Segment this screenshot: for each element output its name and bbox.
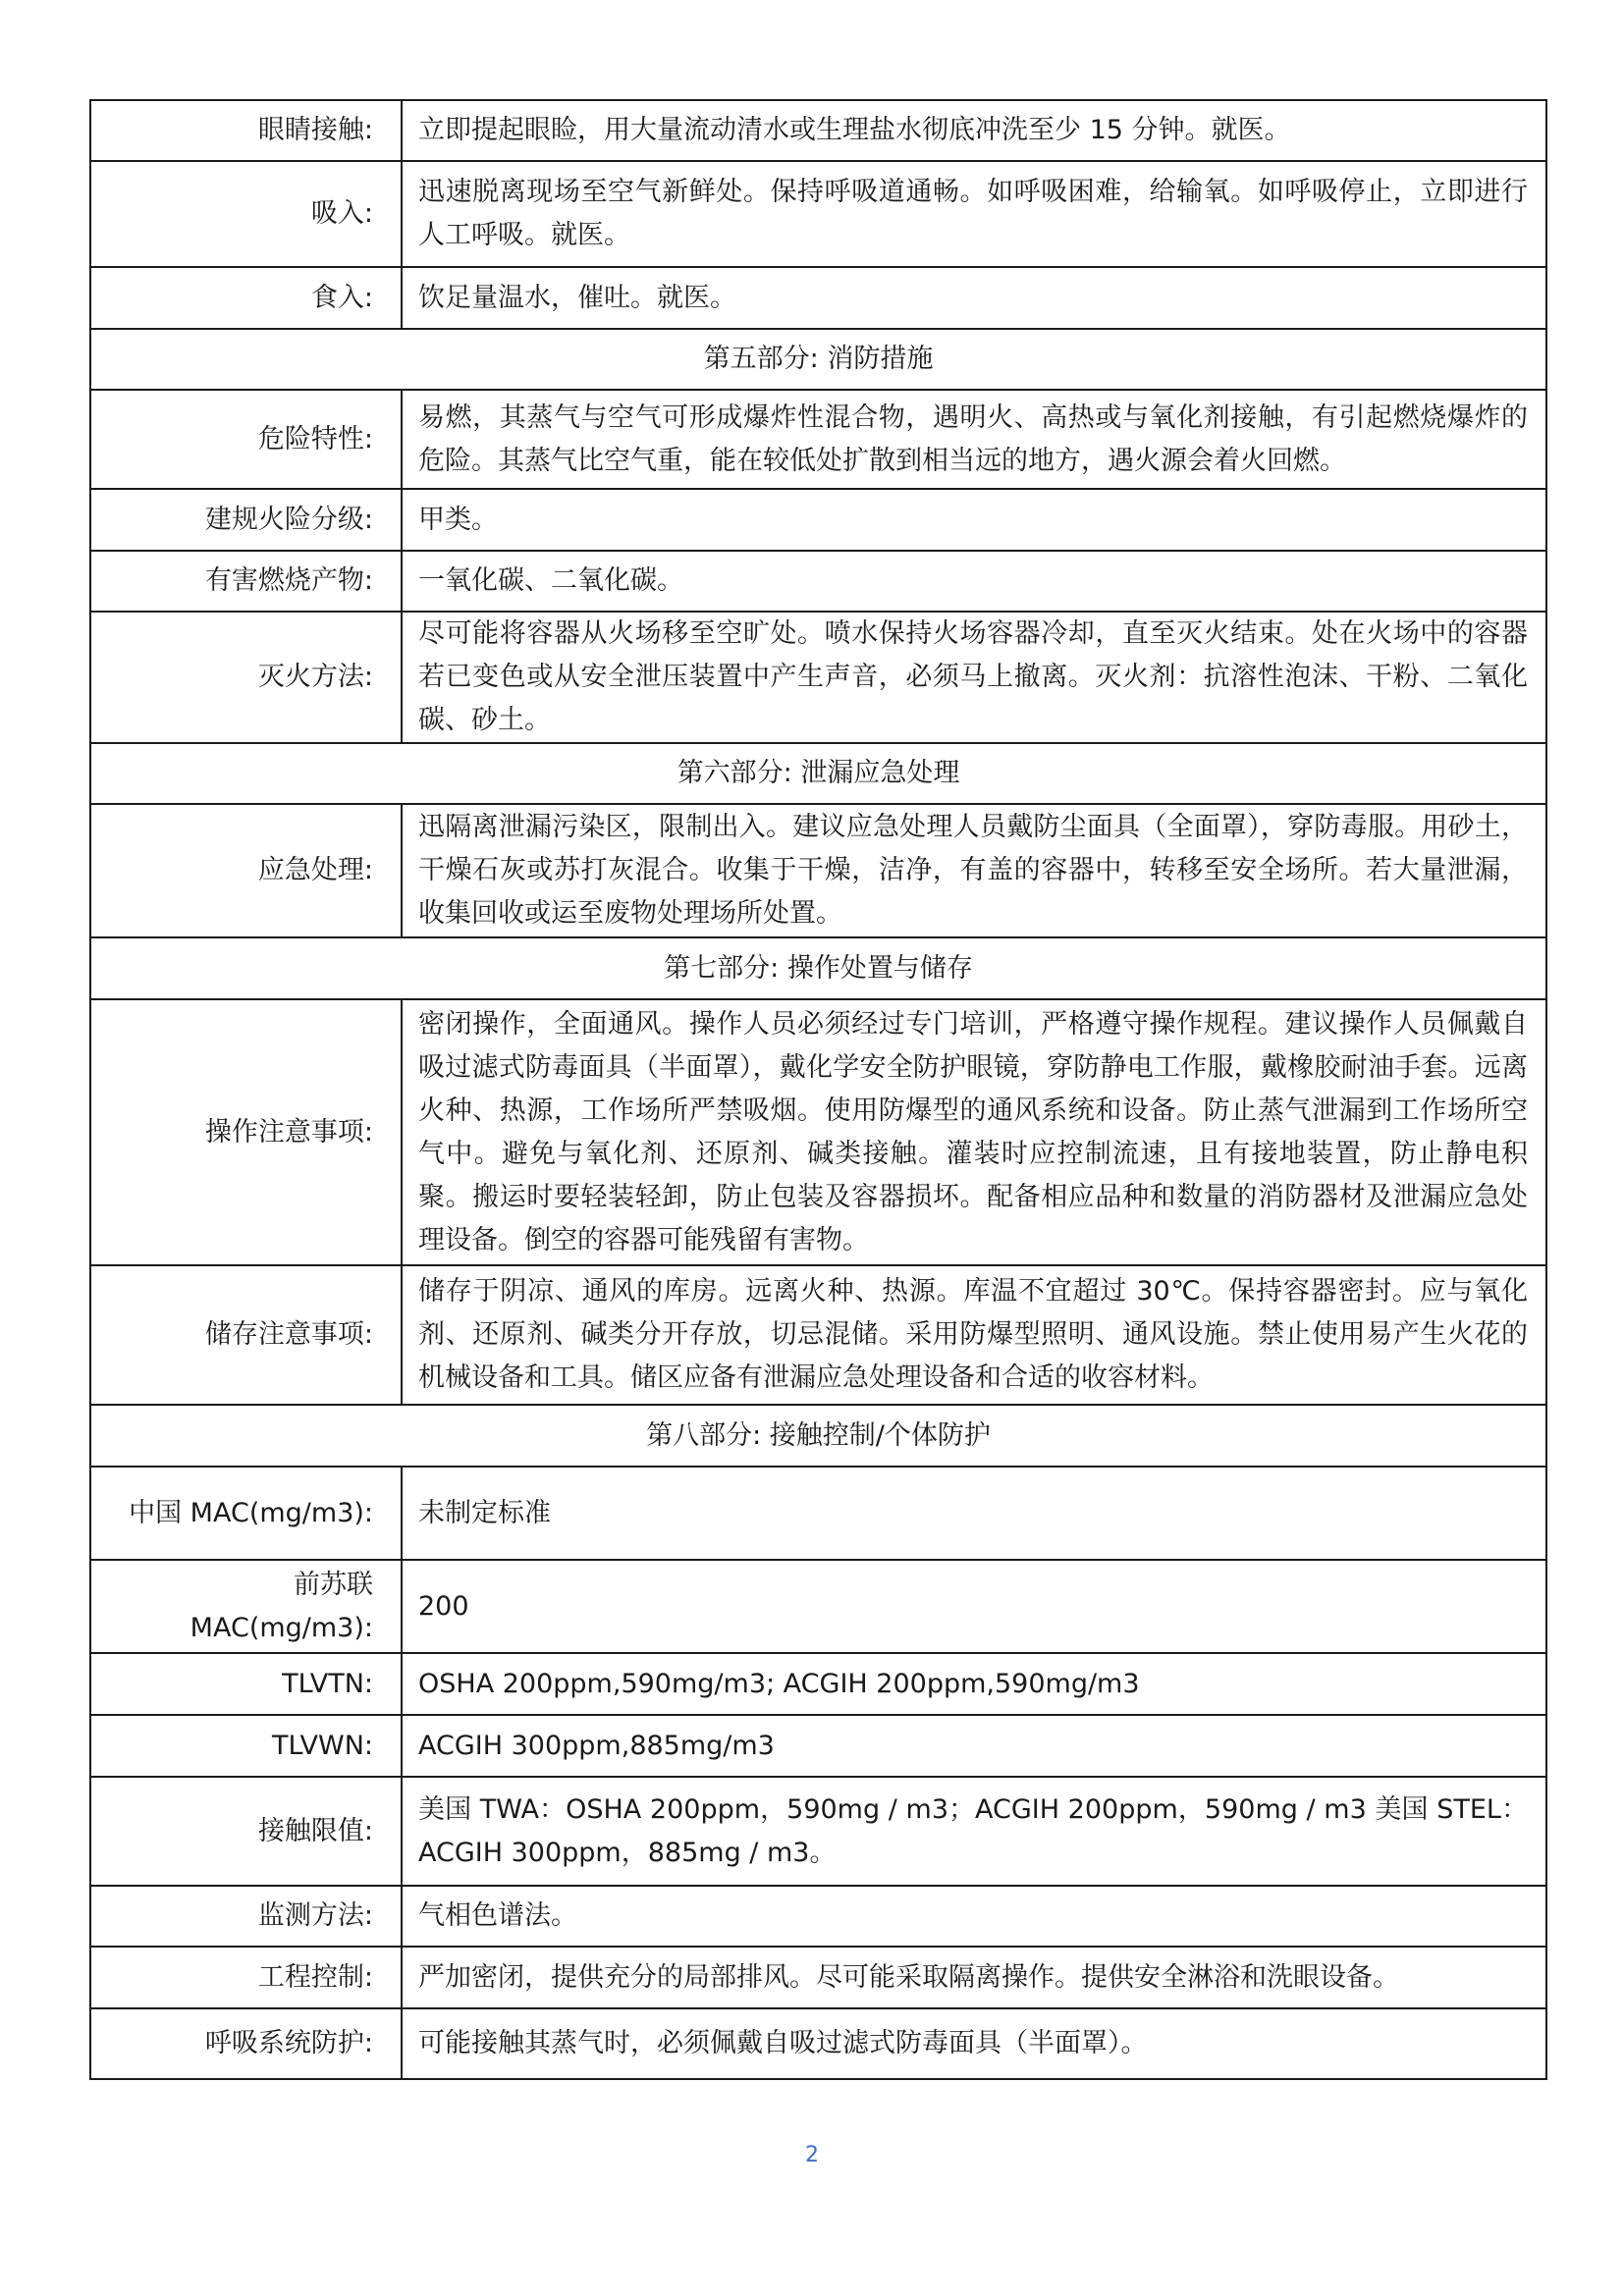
field-label: TLVWN:	[90, 1715, 402, 1777]
table-row	[90, 612, 1546, 743]
field-value: 密闭操作，全面通风。操作人员必须经过专门培训，严格遵守操作规程。建议操作人员佩戴自吸过滤式防毒面具（半面罩），戴化学安全防护眼镜，穿防静电工作服，戴橡胶耐油手套。远离火种、热源，工作场所严禁吸烟。使用防爆型的通风系统和设备。防止蒸气泄漏到工作场所空气中。避免与氧化剂、还原剂、碱类接触。灌装时应控制流速，且有接地装置，防止静电积聚。搬运时要轻装轻卸，防止包装及容器损坏。配备相应品种和数量的消防器材及泄漏应急处理设备。倒空的容器可能残留有害物。	[402, 999, 1546, 1265]
table-row	[90, 1653, 1546, 1715]
table-row	[90, 804, 1546, 937]
table-row	[90, 489, 1546, 551]
field-value: 气相色谱法。	[402, 1886, 1546, 1947]
section-title: 第五部分: 消防措施	[90, 329, 1546, 390]
page-number: 2	[805, 2143, 819, 2167]
field-value: 储存于阴凉、通风的库房。远离火种、热源。库温不宜超过 30℃。保持容器密封。应与氧化剂、还原剂、碱类分开存放，切忌混储。采用防爆型照明、通风设施。禁止使用易产生火花的机械设备和工具。储区应备有泄漏应急处理设备和合适的收容材料。	[402, 1265, 1546, 1405]
field-value: 严加密闭，提供充分的局部排风。尽可能采取隔离操作。提供安全淋浴和洗眼设备。	[402, 1947, 1546, 2008]
field-value: 美国 TWA：OSHA 200ppm，590mg / m3；ACGIH 200ppm，590mg / m3 美国 STEL：ACGIH 300ppm，885mg / m3。	[402, 1777, 1546, 1886]
field-value: 甲类。	[402, 489, 1546, 551]
section-title: 第六部分: 泄漏应急处理	[90, 743, 1546, 804]
field-label: 中国 MAC(mg/m3):	[90, 1467, 402, 1560]
field-label: 有害燃烧产物:	[90, 551, 402, 612]
table-row	[90, 2008, 1546, 2079]
table-row	[90, 161, 1546, 267]
field-value: 易燃，其蒸气与空气可形成爆炸性混合物，遇明火、高热或与氧化剂接触，有引起燃烧爆炸的危险。其蒸气比空气重，能在较低处扩散到相当远的地方，遇火源会着火回燃。	[402, 390, 1546, 489]
section-title: 第八部分: 接触控制/个体防护	[90, 1405, 1546, 1467]
table-row	[90, 1947, 1546, 2008]
table-row	[90, 390, 1546, 489]
field-label: 操作注意事项:	[90, 999, 402, 1265]
field-label: 接触限值:	[90, 1777, 402, 1886]
table-row	[90, 1265, 1546, 1405]
field-value: 尽可能将容器从火场移至空旷处。喷水保持火场容器冷却，直至灭火结束。处在火场中的容器若已变色或从安全泄压装置中产生声音，必须马上撤离。灭火剂：抗溶性泡沫、干粉、二氧化碳、砂土。	[402, 612, 1546, 743]
field-value: OSHA 200ppm,590mg/m3; ACGIH 200ppm,590mg/m3	[402, 1653, 1546, 1715]
field-label: 建规火险分级:	[90, 489, 402, 551]
table-row	[90, 551, 1546, 612]
field-label: 危险特性:	[90, 390, 402, 489]
field-label: 呼吸系统防护:	[90, 2008, 402, 2079]
field-value: 一氧化碳、二氧化碳。	[402, 551, 1546, 612]
field-value: 200	[402, 1560, 1546, 1653]
field-value: 迅隔离泄漏污染区，限制出入。建议应急处理人员戴防尘面具（全面罩），穿防毒服。用砂土，干燥石灰或苏打灰混合。收集于干燥，洁净，有盖的容器中，转移至安全场所。若大量泄漏，收集回收或运至废物处理场所处置。	[402, 804, 1546, 937]
field-value: 迅速脱离现场至空气新鲜处。保持呼吸道通畅。如呼吸困难，给输氧。如呼吸停止，立即进行人工呼吸。就医。	[402, 161, 1546, 267]
table-row	[90, 999, 1546, 1265]
field-value: ACGIH 300ppm,885mg/m3	[402, 1715, 1546, 1777]
field-label: TLVTN:	[90, 1653, 402, 1715]
section-header-row	[90, 937, 1546, 999]
field-label: 监测方法:	[90, 1886, 402, 1947]
field-label: 吸入:	[90, 161, 402, 267]
table-row	[90, 1560, 1546, 1653]
section-header-row	[90, 743, 1546, 804]
section-title: 第七部分: 操作处置与储存	[90, 937, 1546, 999]
field-value: 饮足量温水，催吐。就医。	[402, 267, 1546, 329]
field-label: 食入:	[90, 267, 402, 329]
field-value: 未制定标准	[402, 1467, 1546, 1560]
section-header-row	[90, 1405, 1546, 1467]
field-label: 储存注意事项:	[90, 1265, 402, 1405]
msds-table	[89, 99, 1547, 2080]
field-value: 可能接触其蒸气时，必须佩戴自吸过滤式防毒面具（半面罩）。	[402, 2008, 1546, 2079]
table-row	[90, 1886, 1546, 1947]
section-header-row	[90, 329, 1546, 390]
field-label: 前苏联 MAC(mg/m3):	[90, 1560, 402, 1653]
table-row	[90, 1467, 1546, 1560]
field-label: 应急处理:	[90, 804, 402, 937]
table-row	[90, 267, 1546, 329]
table-row	[90, 100, 1546, 161]
table-row	[90, 1715, 1546, 1777]
table-row	[90, 1777, 1546, 1886]
msds-table-body	[90, 100, 1546, 2079]
field-label: 眼睛接触:	[90, 100, 402, 161]
field-label: 灭火方法:	[90, 612, 402, 743]
field-value: 立即提起眼睑，用大量流动清水或生理盐水彻底冲洗至少 15 分钟。就医。	[402, 100, 1546, 161]
field-label: 工程控制:	[90, 1947, 402, 2008]
